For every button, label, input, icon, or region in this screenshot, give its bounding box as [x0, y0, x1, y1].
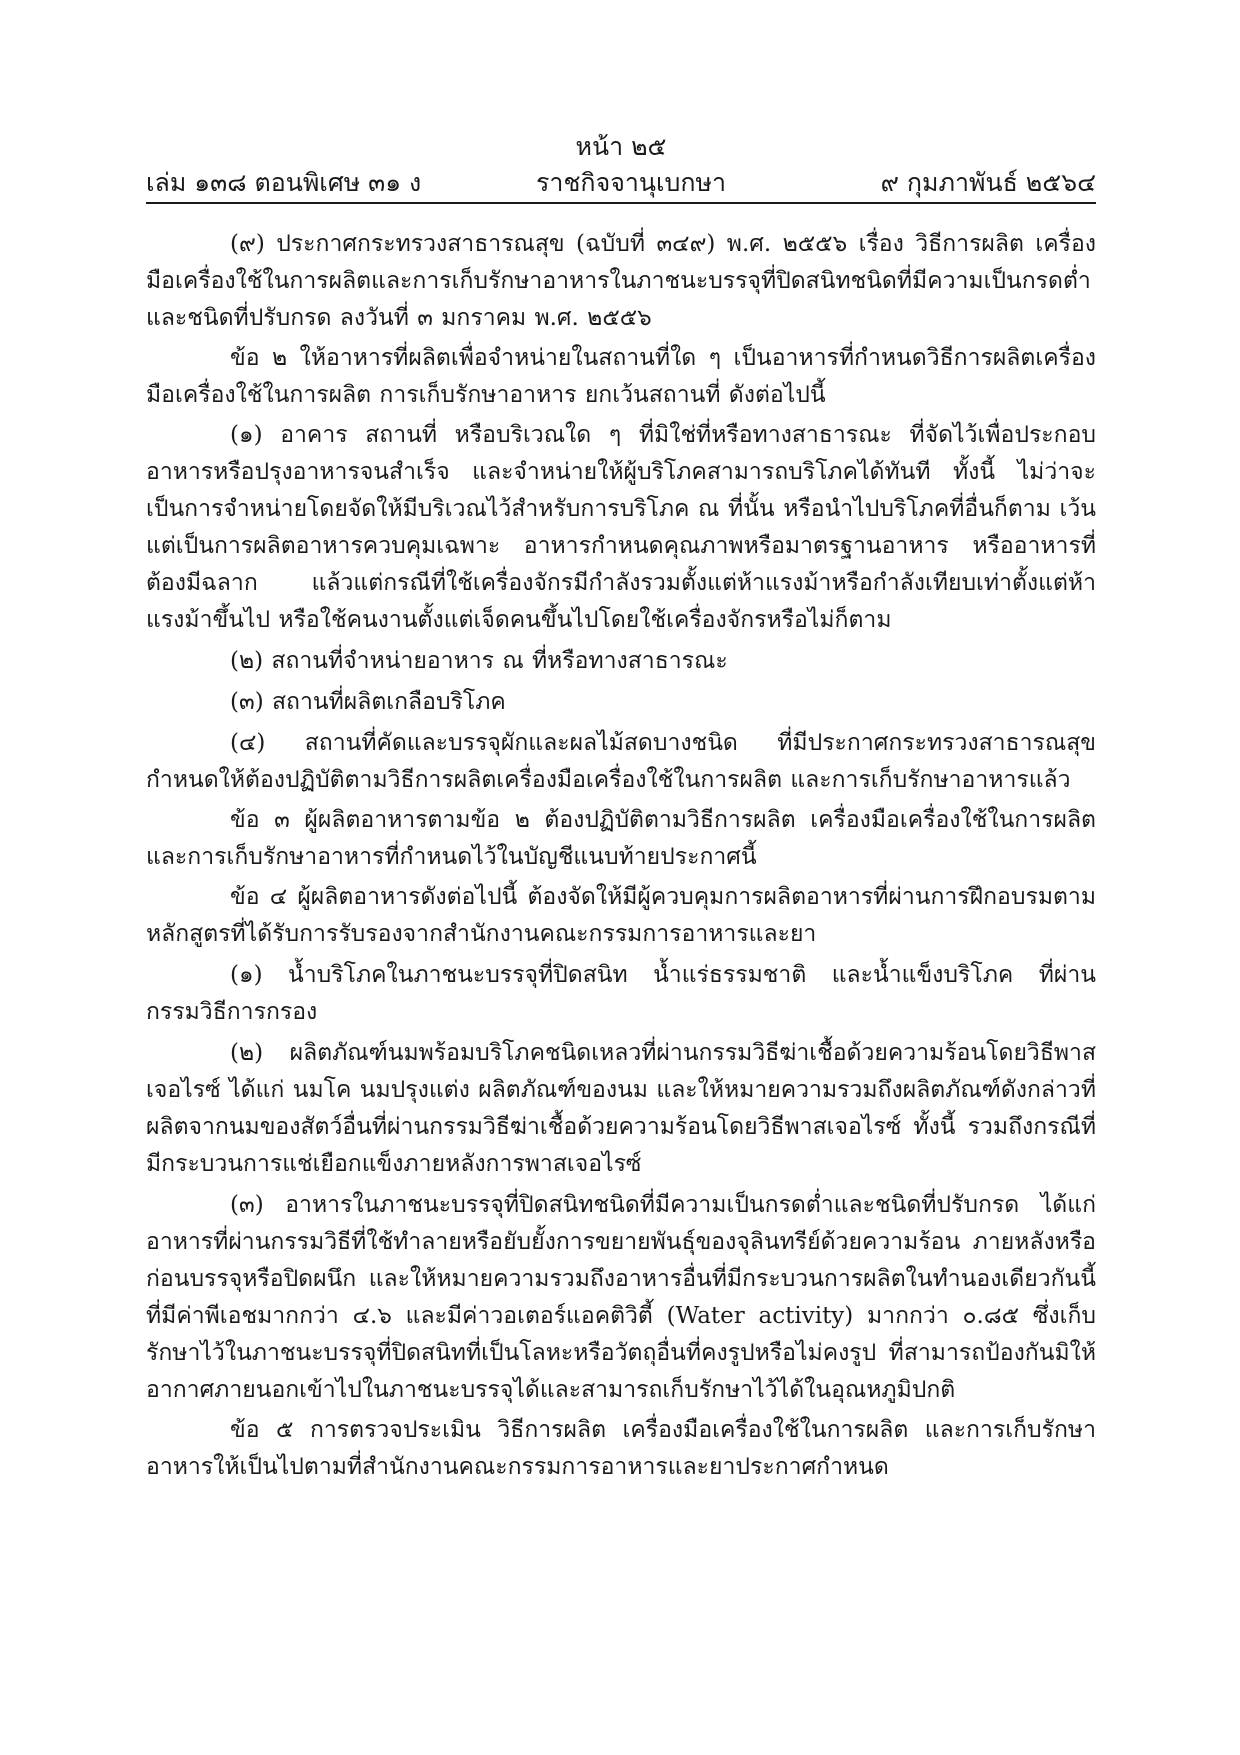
clause-4-item-1: (๑) น้ำบริโภคในภาชนะบรรจุที่ปิดสนิท น้ำแร่ธรรมชาติ และน้ำแข็งบริโภค ที่ผ่านกรรมวิธีการกรอง — [146, 962, 1096, 1025]
clause-4-item-3: (๓) อาหารในภาชนะบรรจุที่ปิดสนิทชนิดที่มีความเป็นกรดต่ำและชนิดที่ปรับกรด ได้แก่อาหารที่ผ่านกรรมวิธีที่ใช้ทำลายหรือยับยั้งการขยายพันธุ์ของจุลินทรีย์ด้วยความร้อน ภายหลังหรือก่อนบรรจุหรือปิดผนึก และให้หมายความรวมถึงอาหารอื่นที่มีกระบวนการผลิตในทำนองเดียวกันนี้ ที่มีค่าพีเอชมากกว่า ๔.๖ และมีค่าวอเตอร์แอคติวิตี้ (Water activity) มากกว่า ๐.๘๕ ซึ่งเก็บรักษาไว้ในภาชนะบรรจุที่ปิดสนิทที่เป็นโลหะหรือวัตถุอื่นที่คงรูปหรือไม่คงรูป ที่สามารถป้องกันมิให้อากาศภายนอกเข้าไปในภาชนะบรรจุได้และสามารถเก็บรักษาไว้ได้ในอุณหภูมิปกติ — [146, 1192, 1096, 1403]
clause-2: ข้อ ๒ ให้อาหารที่ผลิตเพื่อจำหน่ายในสถานที่ใด ๆ เป็นอาหารที่กำหนดวิธีการผลิตเครื่องมือเครื่องใช้ในการผลิต การเก็บรักษาอาหาร ยกเว้นสถานที่ ดังต่อไปนี้ — [146, 345, 1096, 408]
paragraph-item-9: (๙) ประกาศกระทรวงสาธารณสุข (ฉบับที่ ๓๔๙) พ.ศ. ๒๕๕๖ เรื่อง วิธีการผลิต เครื่องมือเครื่องใช้ในการผลิตและการเก็บรักษาอาหารในภาชนะบรรจุที่ปิดสนิทชนิดที่มีความเป็นกรดต่ำและชนิดที่ปรับกรด ลงวันที่ ๓ มกราคม พ.ศ. ๒๕๕๖ — [146, 231, 1096, 331]
gazette-title: ราชกิจจานุเบกษา — [536, 168, 727, 197]
clause-4-item-2: (๒) ผลิตภัณฑ์นมพร้อมบริโภคชนิดเหลวที่ผ่านกรรมวิธีฆ่าเชื้อด้วยความร้อนโดยวิธีพาสเจอไรซ์ ได้แก่ นมโค นมปรุงแต่ง ผลิตภัณฑ์ของนม และให้หมายความรวมถึงผลิตภัณฑ์ดังกล่าวที่ผลิตจากนมของสัตว์อื่นที่ผ่านกรรมวิธีฆ่าเชื้อด้วยความร้อนโดยวิธีพาสเจอไรซ์ ทั้งนี้ รวมถึงกรณีที่มีกระบวนการแช่เยือกแข็งภายหลังการพาสเจอไรซ์ — [146, 1040, 1096, 1177]
clause-4: ข้อ ๔ ผู้ผลิตอาหารดังต่อไปนี้ ต้องจัดให้มีผู้ควบคุมการผลิตอาหารที่ผ่านการฝึกอบรมตามหลักสูตรที่ได้รับการรับรองจากสำนักงานคณะกรรมการอาหารและยา — [146, 884, 1096, 947]
page-number: หน้า ๒๕ — [575, 132, 667, 161]
document-body — [146, 226, 1096, 1486]
publication-date: ๙ กุมภาพันธ์ ๒๕๖๔ — [880, 168, 1096, 197]
clause-5: ข้อ ๕ การตรวจประเมิน วิธีการผลิต เครื่องมือเครื่องใช้ในการผลิต และการเก็บรักษาอาหารให้เป็นไปตามที่สำนักงานคณะกรรมการอาหารและยาประกาศกำหนด — [146, 1417, 1096, 1480]
clause-3: ข้อ ๓ ผู้ผลิตอาหารตามข้อ ๒ ต้องปฏิบัติตามวิธีการผลิต เครื่องมือเครื่องใช้ในการผลิตและการเก็บรักษาอาหารที่กำหนดไว้ในบัญชีแนบท้ายประกาศนี้ — [146, 807, 1096, 870]
volume-info: เล่ม ๑๓๘ ตอนพิเศษ ๓๑ ง — [146, 168, 422, 197]
clause-2-item-4: (๔) สถานที่คัดและบรรจุผักและผลไม้สดบางชนิด ที่มีประกาศกระทรวงสาธารณสุขกำหนดให้ต้องปฏิบัติตามวิธีการผลิตเครื่องมือเครื่องใช้ในการผลิต และการเก็บรักษาอาหารแล้ว — [146, 730, 1096, 793]
clause-2-item-3: (๓) สถานที่ผลิตเกลือบริโภค — [230, 689, 506, 715]
header-rule — [146, 202, 1096, 204]
clause-2-item-1: (๑) อาคาร สถานที่ หรือบริเวณใด ๆ ที่มิใช่ที่หรือทางสาธารณะ ที่จัดไว้เพื่อประกอบอาหารหรือปรุงอาหารจนสำเร็จ และจำหน่ายให้ผู้บริโภคสามารถบริโภคได้ทันที ทั้งนี้ ไม่ว่าจะเป็นการจำหน่ายโดยจัดให้มีบริเวณไว้สำหรับการบริโภค ณ ที่นั้น หรือนำไปบริโภคที่อื่นก็ตาม เว้นแต่เป็นการผลิตอาหารควบคุมเฉพาะ อาหารกำหนดคุณภาพหรือมาตรฐานอาหาร หรืออาหารที่ต้องมีฉลาก แล้วแต่กรณีที่ใช้เครื่องจักรมีกำลังรวมตั้งแต่ห้าแรงม้าหรือกำลังเทียบเท่าตั้งแต่ห้าแรงม้าขึ้นไป หรือใช้คนงานตั้งแต่เจ็ดคนขึ้นไปโดยใช้เครื่องจักรหรือไม่ก็ตาม — [146, 422, 1096, 633]
clause-2-item-2: (๒) สถานที่จำหน่ายอาหาร ณ ที่หรือทางสาธารณะ — [230, 648, 728, 674]
